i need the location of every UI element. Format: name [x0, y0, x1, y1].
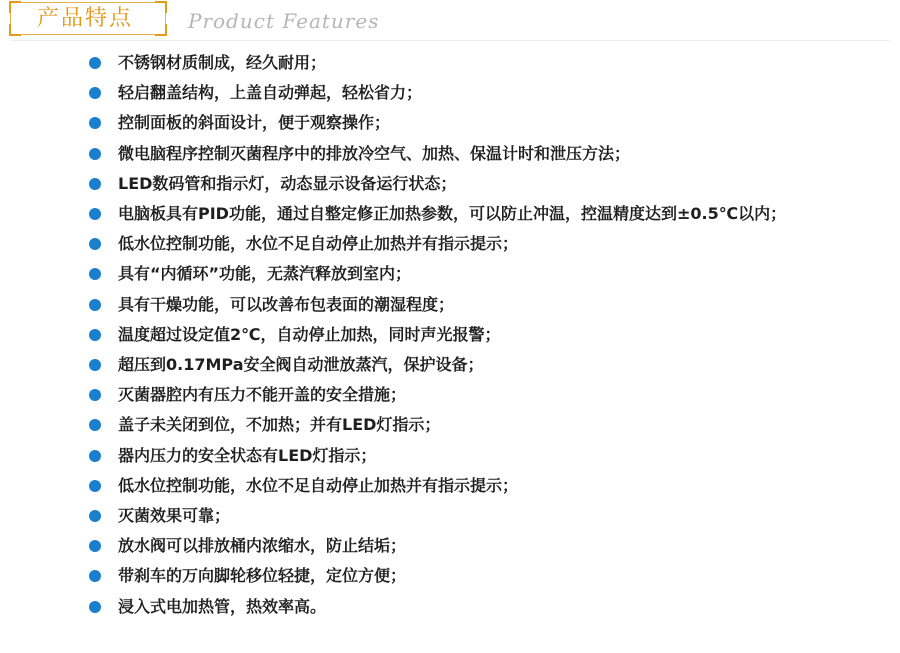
feature-text: 低水位控制功能，水位不足自动停止加热并有指示提示；	[118, 234, 519, 254]
feature-item	[88, 380, 878, 410]
feature-text: 具有“内循环”功能，无蒸汽释放到室内；	[118, 264, 412, 284]
feature-item	[88, 229, 878, 259]
section-title: 产品特点	[37, 6, 134, 31]
feature-text: 灭菌器腔内有压力不能开盖的安全措施；	[118, 385, 407, 405]
feature-item	[88, 48, 878, 78]
bullet-dot-icon	[89, 299, 101, 311]
bullet-dot-icon	[89, 329, 101, 341]
section-subtitle: Product Features	[188, 9, 380, 33]
bullet-dot-icon	[89, 148, 101, 160]
feature-item	[88, 320, 878, 350]
bullet-dot-icon	[89, 419, 101, 431]
feature-text: LED数码管和指示灯，动态显示设备运行状态；	[118, 173, 457, 193]
feature-item	[88, 410, 878, 440]
feature-text: 带刹车的万向脚轮移位轻捷，定位方便；	[118, 566, 407, 586]
bullet-dot-icon	[89, 268, 101, 280]
feature-item	[88, 199, 878, 229]
frame-corner-ornament	[155, 1, 167, 13]
feature-text: 轻启翻盖结构，上盖自动弹起，轻松省力；	[118, 83, 423, 103]
feature-item	[88, 561, 878, 591]
feature-text: 盖子未关闭到位，不加热；并有LED灯指示；	[118, 415, 441, 435]
bullet-dot-icon	[89, 87, 101, 99]
feature-item	[88, 531, 878, 561]
bullet-dot-icon	[89, 601, 101, 613]
bullet-dot-icon	[89, 450, 101, 462]
feature-item	[88, 139, 878, 169]
feature-item	[88, 441, 878, 471]
title-frame	[10, 2, 166, 35]
feature-text: 放水阀可以排放桶内浓缩水，防止结垢；	[118, 536, 407, 556]
bullet-dot-icon	[89, 178, 101, 190]
feature-item	[88, 78, 878, 108]
frame-corner-ornament	[9, 24, 21, 36]
feature-item	[88, 471, 878, 501]
bullet-dot-icon	[89, 540, 101, 552]
bullet-dot-icon	[89, 57, 101, 69]
feature-list	[88, 48, 878, 622]
bullet-dot-icon	[89, 117, 101, 129]
feature-item	[88, 350, 878, 380]
feature-item	[88, 592, 878, 622]
section-header	[0, 0, 900, 42]
feature-item	[88, 290, 878, 320]
feature-text: 灭菌效果可靠；	[118, 506, 231, 526]
bullet-dot-icon	[89, 238, 101, 250]
feature-text: 浸入式电加热管，热效率高。	[118, 596, 327, 616]
bullet-dot-icon	[89, 480, 101, 492]
feature-text: 不锈钢材质制成，经久耐用；	[118, 53, 327, 72]
feature-text: 控制面板的斜面设计，便于观察操作；	[118, 113, 391, 133]
feature-text: 器内压力的安全状态有LED灯指示；	[118, 445, 377, 465]
feature-item	[88, 108, 878, 138]
feature-text: 超压到0.17MPa安全阀自动泄放蒸汽，保护设备；	[118, 355, 484, 375]
bullet-dot-icon	[89, 510, 101, 522]
feature-text: 电脑板具有PID功能，通过自整定修正加热参数，可以防止冲温，控温精度达到±0.5℃以内；	[118, 204, 787, 224]
feature-text: 低水位控制功能，水位不足自动停止加热并有指示提示；	[118, 475, 519, 495]
header-divider	[10, 40, 890, 41]
feature-text: 微电脑程序控制灭菌程序中的排放冷空气、加热、保温计时和泄压方法；	[118, 143, 631, 163]
feature-item	[88, 169, 878, 199]
frame-corner-ornament	[9, 1, 21, 13]
bullet-dot-icon	[89, 208, 101, 220]
feature-item	[88, 259, 878, 289]
bullet-dot-icon	[89, 389, 101, 401]
bullet-dot-icon	[89, 570, 101, 582]
feature-text: 具有干燥功能，可以改善布包表面的潮湿程度；	[118, 294, 455, 314]
feature-text: 温度超过设定值2℃，自动停止加热，同时声光报警；	[118, 324, 501, 344]
feature-item	[88, 501, 878, 531]
bullet-dot-icon	[89, 359, 101, 371]
frame-corner-ornament	[155, 24, 167, 36]
